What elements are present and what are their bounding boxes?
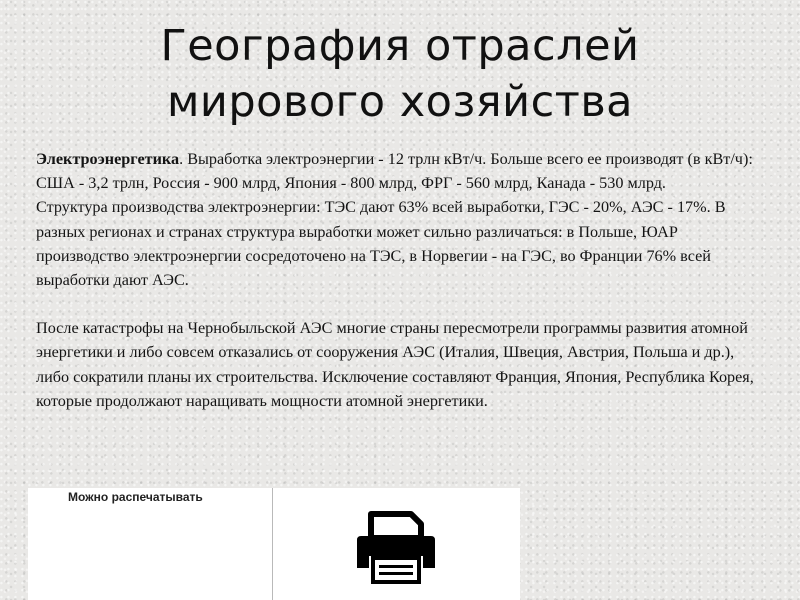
print-label: Можно распечатывать	[68, 490, 203, 504]
paragraph-gap	[36, 292, 766, 316]
slide-body	[36, 147, 766, 413]
paragraph-electroenergetics-text: . Выработка электроэнергии - 12 трлн кВт/ч. Больше всего ее производят (в кВт/ч): США - 3,2 трлн, Россия - 900 млрд, Япония - 800 млрд, ФРГ - 560 млрд, Канада - 530 млрд.	[36, 150, 753, 193]
slide-title-line-2: мирового хозяйства	[166, 77, 634, 127]
print-panel	[28, 488, 520, 600]
bold-term: Электроэнергетика	[36, 150, 180, 168]
slide-title	[0, 18, 800, 130]
printer-icon	[355, 510, 437, 584]
slide-title-line-1: География отраслей	[160, 21, 640, 71]
paragraph-electroenergetics	[36, 147, 766, 195]
paragraph-chernobyl: После катастрофы на Чернобыльской АЭС многие страны пересмотрели программы развития атомной энергетики и либо совсем отказались от сооружения АЭС (Италия, Швеция, Австрия, Польша и др.), либо сократили планы их строительства. Исключение составляют Франция, Япония, Республика Корея, которые продолжают наращивать мощности атомной энергетики.	[36, 319, 754, 410]
print-panel-divider	[272, 488, 273, 600]
paragraph-production-structure: Структура производства электроэнергии: ТЭС дают 63% всей выработки, ГЭС - 20%, АЭС - 17%. В разных регионах и странах структура выработки может сильно различаться: в Польше, ЮАР производство электроэнергии сосредоточено на ТЭС, в Норвегии - на ГЭС, во Франции 76% всей выработки дают АЭС.	[36, 198, 726, 290]
